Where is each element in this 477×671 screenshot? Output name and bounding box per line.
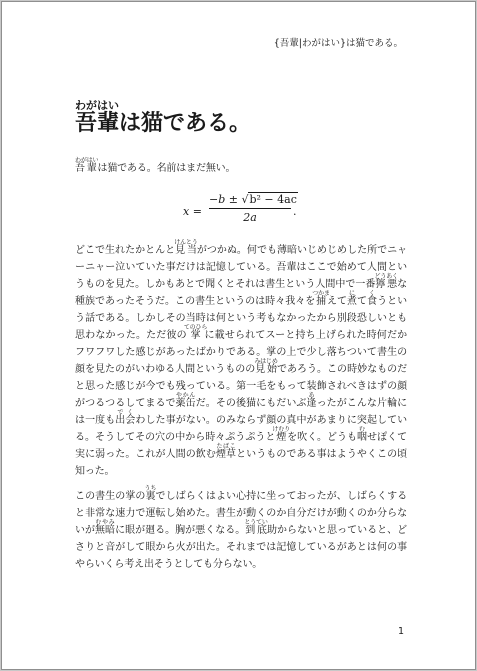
ruby-uchi xyxy=(144,485,157,502)
furigana: とうてい xyxy=(244,519,268,526)
ruby-base: 薬缶 xyxy=(175,398,196,409)
text-run: どこで生れたかとんと xyxy=(75,245,176,256)
ruby-base: 咽 xyxy=(357,432,368,443)
title-rest: は猫である。 xyxy=(119,111,252,136)
ruby-base: 見始 xyxy=(254,364,278,375)
ruby-base: 裏 xyxy=(144,491,157,502)
ruby-kemuri xyxy=(272,426,290,443)
furigana: けんとう xyxy=(174,239,198,246)
text-run: に載せられてスーと持ち上げられた時何だかフワフワした感じがあったばかりである。掌の上で少し落ちついて書生の顔を見たのがいわゆる人間というものの xyxy=(75,330,407,375)
furigana: でく xyxy=(115,409,136,416)
furigana: けむり xyxy=(272,426,290,433)
equation-numerator xyxy=(209,192,297,207)
ruby-muyami xyxy=(95,519,116,536)
furigana: みはじめ xyxy=(254,358,278,365)
ruby-douaku xyxy=(374,273,398,290)
fraction-bar xyxy=(209,208,291,209)
title-furigana: わがはい xyxy=(75,99,120,112)
text-run: 助からないと思っていると、どさりと音がして眼から火が出た。それまでは記憶しているがあとは何の事やらいくら考え出そうとしても分らない。 xyxy=(75,525,407,570)
text-run: ったがこんな片輪には一度も xyxy=(75,398,407,426)
ruby-base: 煙草 xyxy=(215,449,237,460)
intro-ruby xyxy=(75,157,99,174)
ruby-mihajime xyxy=(254,358,278,375)
title-ruby xyxy=(75,99,120,136)
furigana: やかん xyxy=(175,392,196,399)
text-run: でしばらくはよい心持に坐っておったが、しばらくすると非常な速力で運転し始めた。書生が動くのか自分だけが動くのか分らないが xyxy=(75,491,407,536)
text-run: というものである事はようやくこの頃知った。 xyxy=(75,449,407,477)
text-run: この書生の掌の xyxy=(75,491,146,502)
chapter-title xyxy=(75,99,251,143)
ruby-base: 到底 xyxy=(244,525,268,536)
radicand: b² − 4ac xyxy=(249,193,297,206)
furigana: つかま xyxy=(312,290,330,297)
ruby-a xyxy=(306,392,317,409)
ruby-base: 捕 xyxy=(312,296,330,307)
intro-paragraph xyxy=(75,157,407,177)
ruby-base: 煙 xyxy=(272,432,290,443)
equation-fraction xyxy=(209,192,297,225)
ruby-base: 無暗 xyxy=(95,525,116,536)
numerator-prefix: −b ± xyxy=(209,193,242,206)
ruby-tabako xyxy=(215,443,237,460)
ruby-kenntou xyxy=(174,239,198,256)
square-root xyxy=(248,192,297,207)
equation-denominator: 2a xyxy=(243,211,257,224)
text-run: に眼が廻る。胸が悪くなる。 xyxy=(115,525,246,536)
furigana: むやみ xyxy=(95,519,115,526)
text-run: て xyxy=(357,296,368,307)
intro-rest: は猫である。名前はまだ無い。 xyxy=(97,163,236,174)
ruby-base: 出会 xyxy=(115,415,136,426)
ruby-mu xyxy=(357,426,368,443)
page-number: 1 xyxy=(398,626,405,637)
ruby-yakan xyxy=(175,392,196,409)
title-kanji: 吾輩 xyxy=(75,111,120,136)
ruby-ni xyxy=(347,290,358,307)
intro-kanji: 吾輩 xyxy=(75,163,99,174)
furigana: む xyxy=(357,426,367,433)
text-run: せぽくて実に弱った。これが人間の飲む xyxy=(75,432,407,460)
ruby-base: 獰悪 xyxy=(374,279,398,290)
ruby-base: 見当 xyxy=(174,245,198,256)
equation-lhs: x = xyxy=(183,205,202,218)
furigana: たばこ xyxy=(215,443,236,450)
furigana: あ xyxy=(306,392,317,399)
ruby-deku xyxy=(115,409,136,426)
intro-furigana: わがはい xyxy=(75,157,99,164)
ruby-ku xyxy=(367,290,378,307)
document-page xyxy=(1,1,476,670)
running-head: {吾輩|わがはい}は猫である。 xyxy=(273,38,403,49)
radical-sign: √ xyxy=(241,193,249,206)
body-paragraph-2 xyxy=(75,239,407,480)
text-run: えて xyxy=(326,296,348,307)
furigana: に xyxy=(347,290,357,297)
text-run: だ。その後猫にもだいぶ xyxy=(195,398,307,409)
text-run: であろう。この時妙なものだと思った感じが今でも残っている。第一毛をもって装飾されべきはずの顔がつるつるしてまるで xyxy=(75,364,407,409)
ruby-base: 食 xyxy=(367,296,378,307)
ruby-toutei xyxy=(244,519,268,536)
text-run: がつかぬ。何でも薄暗いじめじめした所でニャーニャー泣いていた事だけは記憶している。吾輩はここで始めて人間というものを見た。しかもあとで聞くとそれは書生という人間中で一番 xyxy=(75,245,407,290)
furigana: どうあく xyxy=(374,273,398,280)
ruby-base: 掌 xyxy=(183,330,208,341)
ruby-tenohira xyxy=(183,324,208,341)
text-run: を吹く。どうも xyxy=(286,432,358,443)
equation-period: . xyxy=(293,205,297,218)
furigana: く xyxy=(367,290,377,297)
text-run: わした事がない。のみならず顔の真中があまりに突起している。そうしてその穴の中から時々ぷうぷうと xyxy=(75,415,408,443)
body-paragraph-3 xyxy=(75,485,407,573)
furigana: うち xyxy=(144,485,157,492)
ruby-base: 煮 xyxy=(347,296,358,307)
furigana: てのひら xyxy=(183,324,208,331)
text-run: な種族であったそうだ。この書生というのは時々我々を xyxy=(75,279,407,307)
ruby-base: 逢 xyxy=(306,398,317,409)
text-run: うという話である。しかしその当時は何という考もなかったから別段恐しいとも思わなかった。ただ彼の xyxy=(75,296,407,341)
ruby-tsukama xyxy=(312,290,330,307)
